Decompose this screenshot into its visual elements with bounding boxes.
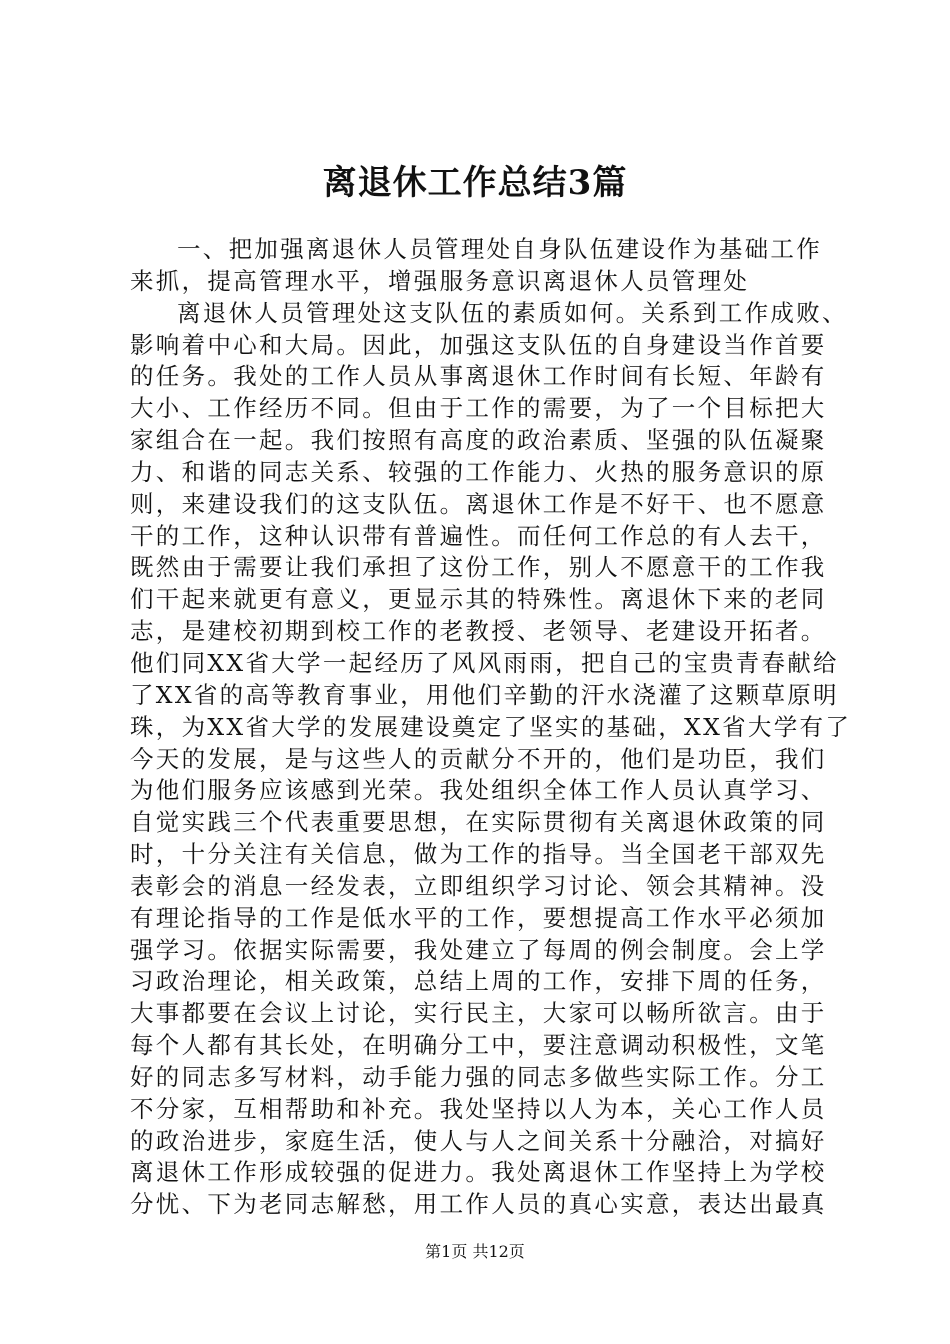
text-line: 离退休工作形成较强的促进力。我处离退休工作坚持上为学校 (130, 1158, 827, 1187)
text-line: 每个人都有其长处，在明确分工中，要注意调动积极性，文笔 (130, 1031, 827, 1060)
text-line: 来抓，提高管理水平，增强服务意识离退休人员管理处 (130, 266, 750, 295)
text-line: 习政治理论，相关政策，总结上周的工作，安排下周的任务， (130, 967, 827, 996)
text-line: 分忧、下为老同志解愁，用工作人员的真心实意，表达出最真 (130, 1190, 827, 1219)
text-line: 既然由于需要让我们承担了这份工作，别人不愿意干的工作我 (130, 553, 827, 582)
text-line: 离退休人员管理处这支队伍的素质如何。关系到工作成败、 (177, 298, 848, 327)
text-line: 影响着中心和大局。因此，加强这支队伍的自身建设当作首要 (130, 330, 827, 359)
text-line: 一、把加强离退休人员管理处自身队伍建设作为基础工作 (177, 235, 822, 263)
page-number-footer: 第1页 共12页 (425, 1242, 525, 1261)
text-line: 有理论指导的工作是低水平的工作，要想提高工作水平必须加 (130, 903, 827, 932)
text-line: 则，来建设我们的这支队伍。离退休工作是不好干、也不愿意 (130, 489, 827, 518)
text-line: 自觉实践三个代表重要思想，在实际贯彻有关离退休政策的同 (130, 808, 827, 837)
text-line: 表彰会的消息一经发表，立即组织学习讨论、领会其精神。没 (130, 871, 827, 900)
text-line: 们干起来就更有意义，更显示其的特殊性。离退休下来的老同 (130, 585, 827, 614)
text-line: 大事都要在会议上讨论，实行民主，大家可以畅所欲言。由于 (130, 999, 827, 1028)
text-line: 大小、工作经历不同。但由于工作的需要，为了一个目标把大 (130, 394, 827, 423)
text-line: 的政治进步，家庭生活，使人与人之间关系十分融洽，对搞好 (130, 1126, 827, 1155)
text-line: 志，是建校初期到校工作的老教授、老领导、老建设开拓者。 (130, 617, 827, 646)
text-line: 不分家，互相帮助和补充。我处坚持以人为本，关心工作人员 (130, 1094, 827, 1123)
text-line: 为他们服务应该感到光荣。我处组织全体工作人员认真学习、 (130, 776, 827, 805)
text-line: 的任务。我处的工作人员从事离退休工作时间有长短、年龄有 (130, 362, 827, 391)
text-line: 珠，为XX省大学的发展建设奠定了坚实的基础，XX省大学有了 (130, 712, 852, 741)
text-line: 干的工作，这种认识带有普遍性。而任何工作总的有人去干， (130, 521, 827, 550)
text-line: 时，十分关注有关信息，做为工作的指导。当全国老干部双先 (130, 840, 827, 869)
text-line: 力、和谐的同志关系、较强的工作能力、火热的服务意识的原 (130, 457, 827, 486)
text-line: 家组合在一起。我们按照有高度的政治素质、坚强的队伍凝聚 (130, 426, 827, 455)
text-line: 了XX省的高等教育事业，用他们辛勤的汗水浇灌了这颗草原明 (130, 680, 839, 709)
text-line: 好的同志多写材料，动手能力强的同志多做些实际工作。分工 (130, 1062, 827, 1091)
text-line: 强学习。依据实际需要，我处建立了每周的例会制度。会上学 (130, 935, 827, 964)
document-body (130, 234, 852, 1221)
text-line: 今天的发展，是与这些人的贡献分不开的，他们是功臣，我们 (130, 744, 827, 773)
text-line: 他们同XX省大学一起经历了风风雨雨，把自己的宝贵青春献给 (130, 648, 839, 677)
document-title: 离退休工作总结3篇 (322, 163, 628, 203)
